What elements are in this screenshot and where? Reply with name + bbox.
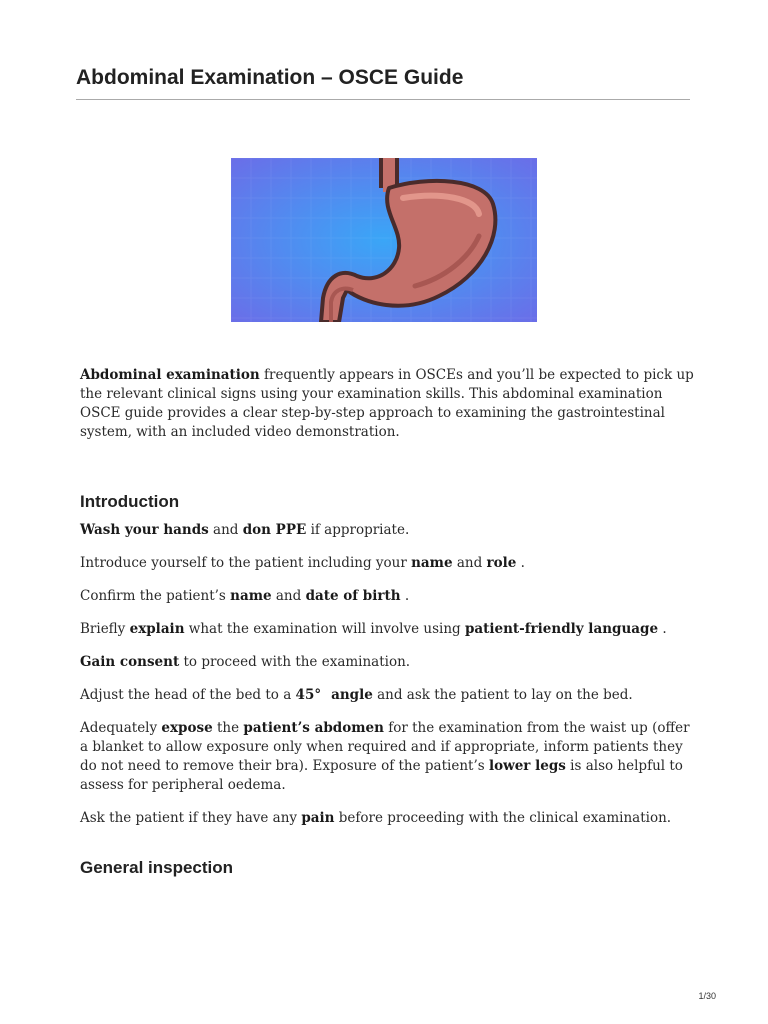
step-text: what the examination will involve using <box>184 621 465 637</box>
step-text: Adequately <box>80 720 162 736</box>
section-heading-introduction: Introduction <box>80 492 180 511</box>
step-bold: date of birth <box>305 588 401 604</box>
step-explain <box>80 620 700 639</box>
page-title: Abdominal Examination – OSCE Guide <box>76 66 690 100</box>
page-number: 1/30 <box>698 991 716 1001</box>
step-consent <box>80 653 700 672</box>
step-text: and ask the patient to lay on the bed. <box>372 687 633 703</box>
step-expose <box>80 719 700 795</box>
step-text: the <box>212 720 244 736</box>
step-confirm <box>80 587 700 606</box>
intro-bold: Abdominal examination <box>80 367 260 383</box>
step-bold: role <box>486 555 517 571</box>
step-bold: name <box>411 555 453 571</box>
step-text: . <box>400 588 410 604</box>
step-text: . <box>658 621 667 637</box>
stomach-icon <box>231 158 537 322</box>
step-text: if appropriate. <box>306 522 410 538</box>
step-bold: angle <box>331 687 373 703</box>
step-position <box>80 686 700 705</box>
step-bold: Wash your hands <box>80 522 209 538</box>
article-body <box>80 366 700 887</box>
step-bold: expose <box>161 720 213 736</box>
step-text: . <box>516 555 525 571</box>
step-bold: patient’s abdomen <box>243 720 384 736</box>
step-text: and <box>271 588 306 604</box>
step-bold: explain <box>129 621 185 637</box>
step-text: to proceed with the examination. <box>179 654 411 670</box>
section-heading-general-inspection: General inspection <box>80 858 234 877</box>
intro-text: frequently appears in OSCEs and you’ll be expected to pick up the relevant clinical signs using your examination skills. This abdominal examination OSCE guide provides a clear step-by-step approach to examining the gastrointestinal system, with an included video demonstration. <box>80 367 694 440</box>
step-introduce <box>80 554 700 573</box>
step-text: and <box>452 555 487 571</box>
step-text: Confirm the patient’s <box>80 588 231 604</box>
step-text: Ask the patient if they have any <box>80 810 302 826</box>
hero-image <box>231 158 537 322</box>
step-bold: don PPE <box>242 522 307 538</box>
step-bold: lower legs <box>488 758 566 774</box>
step-text: is also helpful to assess for peripheral oedema. <box>80 758 683 793</box>
step-text: for the examination from the waist up (offer a blanket to allow exposure only when required and if appropriate, inform patients they do not need to remove their bra). Exposure of the patient’s <box>80 720 690 774</box>
step-bold: Gain consent <box>80 654 180 670</box>
step-pain <box>80 809 700 828</box>
step-text: Adjust the head of the bed to a <box>80 687 296 703</box>
step-text: Introduce yourself to the patient including your <box>80 555 412 571</box>
step-wash-hands <box>80 521 700 540</box>
step-bold: patient-friendly language <box>464 621 659 637</box>
step-text: Briefly <box>80 621 130 637</box>
step-text: before proceeding with the clinical examination. <box>334 810 672 826</box>
intro-paragraph <box>80 366 700 442</box>
step-bold: 45° <box>295 687 322 703</box>
step-bold: pain <box>301 810 335 826</box>
step-text: and <box>208 522 243 538</box>
step-bold: name <box>230 588 272 604</box>
